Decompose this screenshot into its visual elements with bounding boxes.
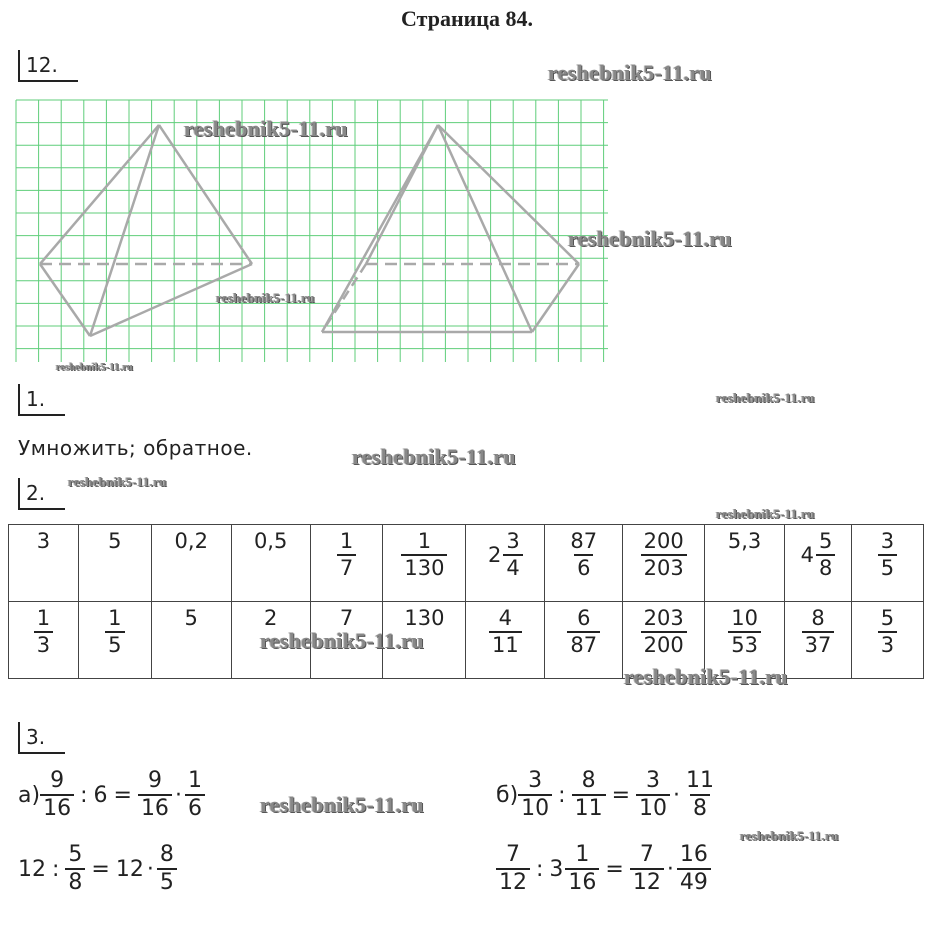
table-cell: $\frac{3}{5}$ bbox=[851, 525, 923, 602]
task-3-number: 3. bbox=[18, 722, 65, 754]
table-cell: 5,3 bbox=[705, 525, 785, 602]
table-cell: 3 bbox=[9, 525, 79, 602]
fraction: $\frac{5}{8}$ bbox=[65, 842, 85, 897]
watermark: reshebnik5-11.ru bbox=[568, 226, 732, 251]
table-cell: 0,2 bbox=[151, 525, 231, 602]
task-1-answer: Умножить; обратное. bbox=[18, 436, 253, 460]
pyramid-right bbox=[322, 125, 579, 332]
table-cell: $\frac{10}{53}$ bbox=[705, 602, 785, 679]
fraction: $\frac{9}{16}$ bbox=[138, 768, 172, 823]
table-cell: $\frac{200}{203}$ bbox=[623, 525, 705, 602]
table-cell: $\frac{203}{200}$ bbox=[623, 602, 705, 679]
fraction: $\frac{8}{11}$ bbox=[572, 768, 606, 823]
task-12-number: 12. bbox=[18, 50, 78, 82]
watermark: reshebnik5-11.ru bbox=[68, 474, 167, 489]
task3-b-line2: $\frac{7}{12}$ : 3 $\frac{1}{16}$ = $\frac{7}{12}$ · $\frac{16}{49}$ bbox=[496, 842, 711, 897]
table-cell: 5 bbox=[78, 525, 151, 602]
table-cell: $\frac{4}{11}$ bbox=[466, 602, 545, 679]
table-cell: $\frac{6}{87}$ bbox=[545, 602, 623, 679]
table-cell: $\frac{5}{3}$ bbox=[851, 602, 923, 679]
reciprocal-table bbox=[8, 524, 924, 679]
watermark: reshebnik5-11.ru bbox=[260, 792, 424, 817]
watermark: reshebnik5-11.ru bbox=[260, 628, 424, 653]
task3-a-line1: а) $\frac{9}{16}$ : 6 = $\frac{9}{16}$ · $\frac{1}{6}$ bbox=[18, 768, 205, 823]
watermark: reshebnik5-11.ru bbox=[184, 116, 348, 141]
watermark: reshebnik5-11.ru bbox=[716, 390, 815, 405]
table-cell: $\frac{8}{37}$ bbox=[785, 602, 852, 679]
table-cell: 2 bbox=[231, 602, 310, 679]
watermark: reshebnik5-11.ru bbox=[216, 290, 315, 305]
task3-a-line2: 12 : $\frac{5}{8}$ = 12 · $\frac{8}{5}$ bbox=[18, 842, 177, 897]
table-row bbox=[9, 525, 924, 602]
table-cell: $\frac{1}{130}$ bbox=[383, 525, 466, 602]
fraction: $\frac{7}{12}$ bbox=[630, 842, 664, 897]
watermark: reshebnik5-11.ru bbox=[624, 664, 788, 689]
fraction: $\frac{3}{10}$ bbox=[636, 768, 670, 823]
fraction: $\frac{16}{49}$ bbox=[677, 842, 711, 897]
part-b-label: б) bbox=[496, 782, 519, 808]
fraction: $\frac{11}{8}$ bbox=[686, 768, 715, 822]
table-cell: 7 bbox=[310, 602, 383, 679]
fraction: $\frac{9}{16}$ bbox=[40, 768, 74, 823]
table-cell: 5 bbox=[151, 602, 231, 679]
watermark: reshebnik5-11.ru bbox=[716, 506, 815, 521]
table-cell: $\frac{1}{5}$ bbox=[78, 602, 151, 679]
watermark: reshebnik5-11.ru bbox=[56, 362, 134, 373]
watermark: reshebnik5-11.ru bbox=[740, 828, 839, 843]
table-cell: 2 $\frac{3}{4}$ bbox=[466, 525, 545, 602]
fraction: $\frac{1}{6}$ bbox=[185, 768, 205, 823]
watermark: reshebnik5-11.ru bbox=[352, 444, 516, 469]
table-cell: 4 $\frac{5}{8}$ bbox=[785, 525, 852, 602]
fraction: $\frac{8}{5}$ bbox=[157, 842, 177, 897]
table-cell: 0,5 bbox=[231, 525, 310, 602]
table-cell: $\frac{87}{6}$ bbox=[545, 525, 623, 602]
fraction: $\frac{7}{12}$ bbox=[496, 842, 530, 897]
watermark: reshebnik5-11.ru bbox=[548, 60, 712, 85]
table-cell: $\frac{1}{3}$ bbox=[9, 602, 79, 679]
table-cell: 130 bbox=[383, 602, 466, 679]
mixed-number: 3 $\frac{1}{16}$ bbox=[549, 842, 599, 897]
task-2-number: 2. bbox=[18, 478, 65, 510]
part-a-label: а) bbox=[18, 782, 41, 808]
table-cell: $\frac{1}{7}$ bbox=[310, 525, 383, 602]
task3-b-line1: б) $\frac{3}{10}$ : $\frac{8}{11}$ = $\frac{3}{10}$ · $\frac{11}{8}$ bbox=[496, 768, 717, 823]
task-1-number: 1. bbox=[18, 384, 65, 416]
page-title: Страница 84. bbox=[401, 6, 533, 31]
fraction: $\frac{3}{10}$ bbox=[518, 768, 552, 823]
